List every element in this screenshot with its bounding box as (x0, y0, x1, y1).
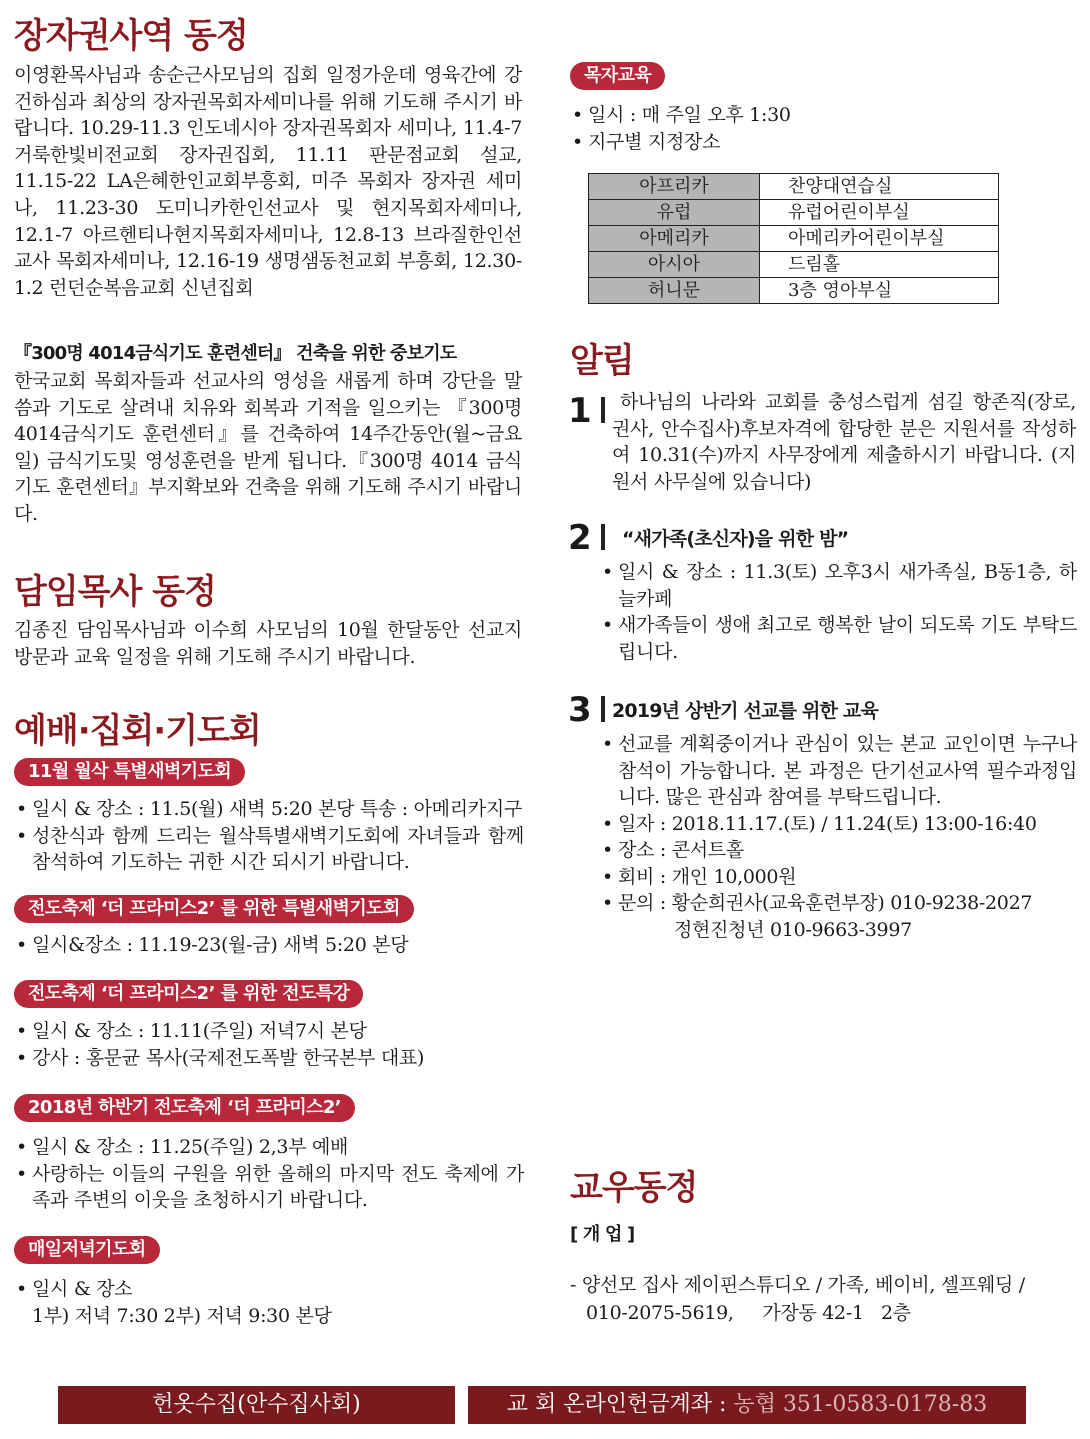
notice-divider (601, 397, 605, 423)
table-cell-region: 아메리카 (589, 226, 760, 252)
pill-evening-prayer: 매일저녁기도회 (14, 1236, 160, 1264)
table-cell-place: 아메리카어린이부실 (760, 226, 999, 252)
section-heading-firstborn: 장자권사역 동정 (14, 16, 248, 56)
members-line-2: 010-2075-5619, 가장동 42-1 2층 (586, 1302, 911, 1324)
table-row (589, 278, 999, 304)
list-item: 정현진청년 010-9663-3997 (674, 918, 912, 941)
list-item: • 회비 : 개인 10,000원 (600, 864, 1077, 891)
table-cell-place: 유럽어린이부실 (760, 200, 999, 226)
table-row (589, 174, 999, 200)
pill-evangelism-festival: 2018년 하반기 전도축제 ‘더 프라미스2’ (14, 1094, 355, 1122)
notice-divider (601, 524, 605, 550)
pill-evangelism-lecture: 전도축제 ‘더 프라미스2’ 를 위한 전도특강 (14, 980, 363, 1008)
list-item: • 새가족들이 생애 최고로 행복한 날이 되도록 기도 부탁드립니다. (600, 612, 1077, 665)
table-cell-region: 유럽 (589, 200, 760, 226)
table-cell-place: 드림홀 (760, 252, 999, 278)
table-row (589, 200, 999, 226)
offering-account-number: 농협 351-0583-0178-83 (733, 1392, 988, 1417)
footer-clothes-collection: 헌옷수집(안수집사회) (58, 1386, 455, 1424)
list-item: • 일시&장소 : 11.19-23(월-금) 새벽 5:20 본당 (14, 932, 524, 959)
table-cell-region: 아프리카 (589, 174, 760, 200)
notice-1-text: 하나님의 나라와 교회를 충성스럽게 섬길 항존직(장로,권사, 안수집사)후보자격에 합당한 분은 지원서를 작성하여 10.31(수)까지 사무장에게 제출하시기 바랍니다. (지원서 사무실에 있습니다) (612, 391, 1076, 493)
evangelism-festival-list (14, 1134, 524, 1214)
prayer-center-body: 한국교회 목회자들과 선교사의 영성을 새롭게 하며 강단을 말씀과 기도로 살려내 치유와 회복과 기적을 일으키는 『300명 4014금식기도 훈련센터』를 건축하여 14주간동안(월~금요일) 금식기도및 영성훈련을 받게 됩니다.『300명 4014 금식기도 훈련센터』부지확보와 건축을 위해 기도해 주시기 바랍니다. (14, 370, 522, 525)
members-category: [ 개 업 ] (570, 1224, 635, 1245)
pill-shepherd-education: 목자교육 (570, 62, 665, 90)
section-heading-worship: 예배·집회·기도회 (14, 711, 261, 751)
table-cell-place: 찬양대연습실 (760, 174, 999, 200)
list-item: • 강사 : 홍문균 목사(국제전도폭발 한국본부 대표) (14, 1045, 524, 1072)
evangelism-lecture-list (14, 1018, 524, 1071)
list-item: • 일시 & 장소 (14, 1276, 524, 1303)
list-item: • 지구별 지정장소 (570, 129, 1070, 156)
table-cell-place: 3층 영아부실 (760, 278, 999, 304)
monthly-dawn-prayer-list (14, 796, 524, 876)
section-heading-pastor: 담임목사 동정 (14, 572, 216, 612)
notice-3-title: 2019년 상반기 선교를 위한 교육 (612, 700, 879, 722)
footer-online-offering (468, 1386, 1026, 1424)
pill-monthly-dawn-prayer: 11월 월삭 특별새벽기도회 (14, 758, 245, 786)
table-row (589, 226, 999, 252)
list-item: • 일시 & 장소 : 11.3(토) 오후3시 새가족실, B동1층, 하늘카페 (600, 559, 1077, 612)
list-item: 1부) 저녁 7:30 2부) 저녁 9:30 본당 (32, 1304, 332, 1327)
list-item: • 일시 & 장소 : 11.11(주일) 저녁7시 본당 (14, 1018, 524, 1045)
list-item: • 장소 : 콘서트홀 (600, 837, 1077, 864)
list-item: • 문의 : 황순희권사(교육훈련부장) 010-9238-2027 (600, 890, 1077, 917)
notice-number-1: 1 (568, 391, 592, 431)
table-row (589, 252, 999, 278)
notice-3-list (600, 731, 1077, 943)
evening-prayer-list (14, 1276, 524, 1329)
firstborn-body: 이영환목사님과 송순근사모님의 집회 일정가운데 영육간에 강건하심과 최상의 장자권목회자세미나를 위해 기도해 주시기 바랍니다. 10.29-11.3 인도네시아 장자권목회자 세미나, 11.4-7 거룩한빛비전교회 장자권집회, 11.11 판문점교회 설교, 11.15-22 LA은혜한인교회부흥회, 미주 목회자 장자권 세미나, 11.23-30 도미니카한인선교사 및 현지목회자세미나, 12.1-7 아르헨티나현지목회자세미나, 12.8-13 브라질한인선교사 목회자세미나, 12.16-19 생명샘동천교회 부흥회, 12.30-1.2 런던순복음교회 신년집회 (14, 64, 522, 299)
notice-2-list (600, 559, 1077, 665)
notice-divider (601, 696, 605, 722)
table-cell-region: 허니문 (589, 278, 760, 304)
list-item: • 사랑하는 이들의 구원을 위한 올해의 마지막 전도 축제에 가족과 주변의 이웃을 초청하시기 바랍니다. (14, 1161, 524, 1214)
district-location-table (588, 173, 999, 304)
special-dawn-prayer-list (14, 932, 524, 959)
table-cell-region: 아시아 (589, 252, 760, 278)
members-line-1: - 양선모 집사 제이핀스튜디오 / 가족, 베이비, 셀프웨딩 / (570, 1274, 1025, 1296)
notice-number-2: 2 (568, 518, 592, 558)
notice-2-title: “새가족(초신자)을 위한 밤” (622, 528, 849, 550)
shepherd-education-list (570, 102, 1070, 155)
list-item: • 일시 & 장소 : 11.5(월) 새벽 5:20 본당 특송 : 아메리카지구 (14, 796, 524, 823)
notice-number-3: 3 (568, 690, 592, 730)
list-item: • 일시 & 장소 : 11.25(주일) 2,3부 예배 (14, 1134, 524, 1161)
list-item: • 선교를 계획중이거나 관심이 있는 본교 교인이면 누구나 참석이 가능합니다. 본 과정은 단기선교사역 필수과정입니다. 많은 관심과 참여를 부탁드립니다. (600, 731, 1077, 811)
list-item: • 일시 : 매 주일 오후 1:30 (570, 102, 1070, 129)
section-heading-notice: 알림 (570, 341, 634, 381)
pill-special-dawn-prayer: 전도축제 ‘더 프라미스2’ 를 위한 특별새벽기도회 (14, 895, 414, 923)
offering-account-label: 교 회 온라인헌금계좌 : (506, 1392, 734, 1417)
list-item: • 성찬식과 함께 드리는 월삭특별새벽기도회에 자녀들과 함께 참석하여 기도하는 귀한 시간 되시기 바랍니다. (14, 823, 524, 876)
section-heading-members: 교우동정 (570, 1168, 698, 1208)
pastor-body: 김종진 담임목사님과 이수희 사모님의 10월 한달동안 선교지 방문과 교육 일정을 위해 기도해 주시기 바랍니다. (14, 619, 522, 668)
list-item: • 일자 : 2018.11.17.(토) / 11.24(토) 13:00-16:40 (600, 811, 1077, 838)
prayer-center-subheading: 『300명 4014금식기도 훈련센터』 건축을 위한 중보기도 (14, 343, 457, 364)
